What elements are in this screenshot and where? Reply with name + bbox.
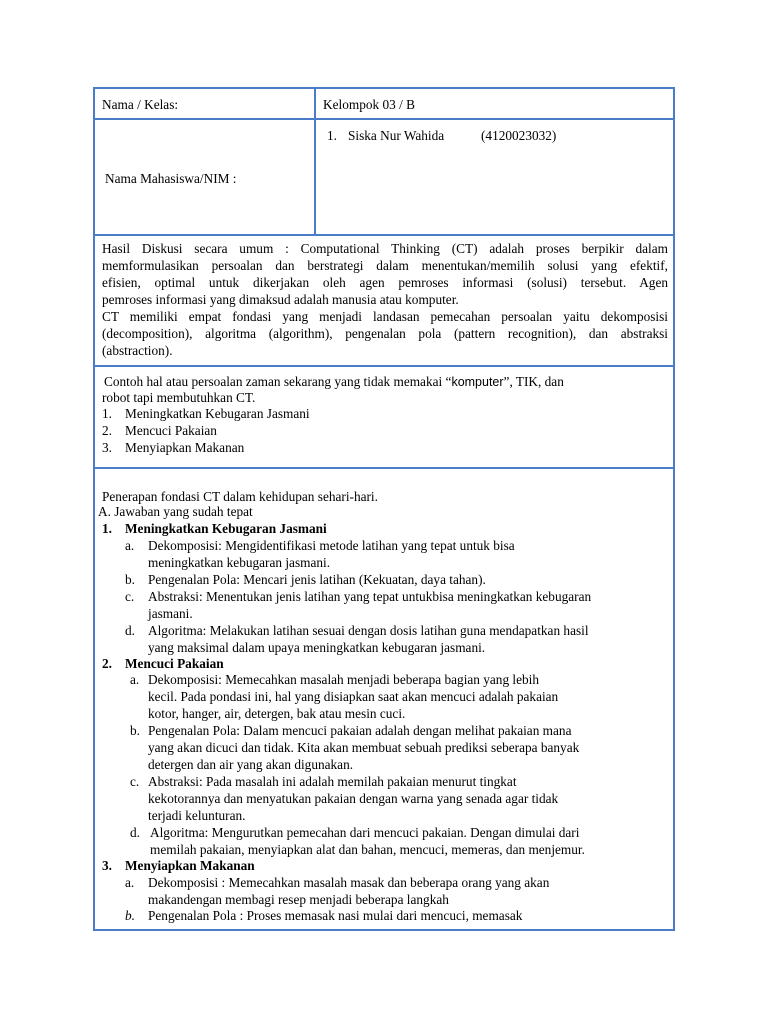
contoh-intro-word: komputer	[451, 375, 504, 389]
item-line: Pengenalan Pola: Dalam mencuci pakaian adalah dengan melihat pakaian mana	[148, 723, 572, 738]
nama-kelas-label: Nama / Kelas:	[102, 97, 179, 112]
column-divider	[314, 89, 316, 235]
item-label: c.	[125, 589, 135, 604]
row-divider	[95, 118, 673, 120]
item-line: Pengenalan Pola : Proses memasak nasi mulai dari mencuci, memasak	[148, 908, 523, 923]
contoh-item-number: 1.	[102, 406, 112, 421]
item-line: Dekomposisi: Mengidentifikasi metode latihan yang tepat untuk bisa	[148, 538, 515, 553]
mahasiswa-label: Nama Mahasiswa/NIM :	[105, 171, 237, 186]
item-label: a.	[130, 672, 140, 687]
item-line: meningkatkan kebugaran jasmani.	[148, 555, 331, 570]
item-label: a.	[125, 875, 135, 890]
item-line: jasmani.	[148, 606, 193, 621]
section-number: 2.	[102, 656, 112, 671]
hasil-line: efisien, optimal untuk dikerjakan oleh agen pemroses informasi (solusi) tersebut. Agen	[102, 275, 668, 290]
contoh-intro-b: ”, TIK, dan	[503, 374, 564, 389]
hasil-line: (abstraction).	[102, 343, 173, 358]
contoh-intro-2: robot tapi membutuhkan CT.	[102, 390, 256, 405]
item-line: Algoritma: Melakukan latihan sesuai dengan dosis latihan guna mendapatkan hasil	[148, 623, 589, 638]
item-line: yang maksimal dalam upaya meningkatkan kebugaran jasmani.	[148, 640, 486, 655]
section-number: 3.	[102, 858, 112, 873]
item-line: makandengan membagi resep menjadi beberapa langkah	[148, 892, 449, 907]
section-title: Menyiapkan Makanan	[125, 858, 255, 873]
contoh-item-number: 2.	[102, 423, 112, 438]
row-divider	[95, 467, 673, 469]
contoh-item: Mencuci Pakaian	[125, 423, 217, 438]
item-line: kotor, hanger, air, detergen, bak atau mesin cuci.	[148, 706, 406, 721]
hasil-line: pemroses informasi yang dimaksud adalah manusia atau komputer.	[102, 292, 459, 307]
contoh-item-number: 3.	[102, 440, 112, 455]
item-line: terjadi kelunturan.	[148, 808, 246, 823]
item-label: c.	[130, 774, 140, 789]
penerapan-subheading: A. Jawaban yang sudah tepat	[98, 504, 253, 519]
item-label: d.	[130, 825, 140, 840]
penerapan-intro: Penerapan fondasi CT dalam kehidupan sehari-hari.	[102, 489, 378, 504]
mahasiswa-number: 1.	[327, 128, 337, 143]
item-line: kekotorannya dan menyatukan pakaian dengan warna yang senada agar tidak	[148, 791, 559, 806]
contoh-item: Meningkatkan Kebugaran Jasmani	[125, 406, 310, 421]
contoh-intro-a: Contoh hal atau persoalan zaman sekarang yang tidak memakai “	[104, 374, 452, 389]
item-line: yang akan dicuci dan tidak. Kita akan membuat sebuah prediksi seberapa banyak	[148, 740, 580, 755]
item-label: d.	[125, 623, 135, 638]
item-label: b.	[130, 723, 140, 738]
hasil-line: Hasil Diskusi secara umum : Computational Thinking (CT) adalah proses berpikir dalam	[102, 241, 668, 256]
item-line: Algoritma: Mengurutkan pemecahan dari mencuci pakaian. Dengan dimulai dari	[150, 825, 580, 840]
item-line: Dekomposisi: Memecahkan masalah menjadi beberapa bagian yang lebih	[148, 672, 540, 687]
mahasiswa-nim: (4120023032)	[481, 128, 557, 143]
contoh-item: Menyiapkan Makanan	[125, 440, 245, 455]
item-line: kecil. Pada pondasi ini, hal yang disiapkan saat akan mencuci adalah pakaian	[148, 689, 559, 704]
item-label: a.	[125, 538, 135, 553]
hasil-line: CT memiliki empat fondasi yang menjadi landasan pemecahan persoalan yaitu dekomposisi	[102, 309, 668, 324]
nama-kelas-value: Kelompok 03 / B	[323, 97, 415, 112]
section-title: Mencuci Pakaian	[125, 656, 224, 671]
item-line: Abstraksi: Menentukan jenis latihan yang tepat untukbisa meningkatkan kebugaran	[148, 589, 592, 604]
item-label: b.	[125, 908, 135, 923]
item-line: memilah pakaian, menyiapkan alat dan bahan, mencuci, memeras, dan menjemur.	[150, 842, 585, 857]
item-label: b.	[125, 572, 135, 587]
section-number: 1.	[102, 521, 112, 536]
row-divider	[95, 365, 673, 367]
hasil-line: (decomposition), algoritma (algorithm), pengenalan pola (pattern recognition), dan abstraksi	[102, 326, 668, 341]
mahasiswa-name: Siska Nur Wahida	[348, 128, 445, 143]
section-title: Meningkatkan Kebugaran Jasmani	[125, 521, 327, 536]
item-line: Abstraksi: Pada masalah ini adalah memilah pakaian menurut tingkat	[148, 774, 517, 789]
row-divider	[95, 234, 673, 236]
item-line: detergen dan air yang akan digunakan.	[148, 757, 354, 772]
item-line: Pengenalan Pola: Mencari jenis latihan (Kekuatan, daya tahan).	[148, 572, 486, 587]
hasil-line: memformulasikan persoalan dan berstrategi dalam menentukan/memilih solusi yang efektif,	[102, 258, 668, 273]
item-line: Dekomposisi : Memecahkan masalah masak dan beberapa orang yang akan	[148, 875, 550, 890]
